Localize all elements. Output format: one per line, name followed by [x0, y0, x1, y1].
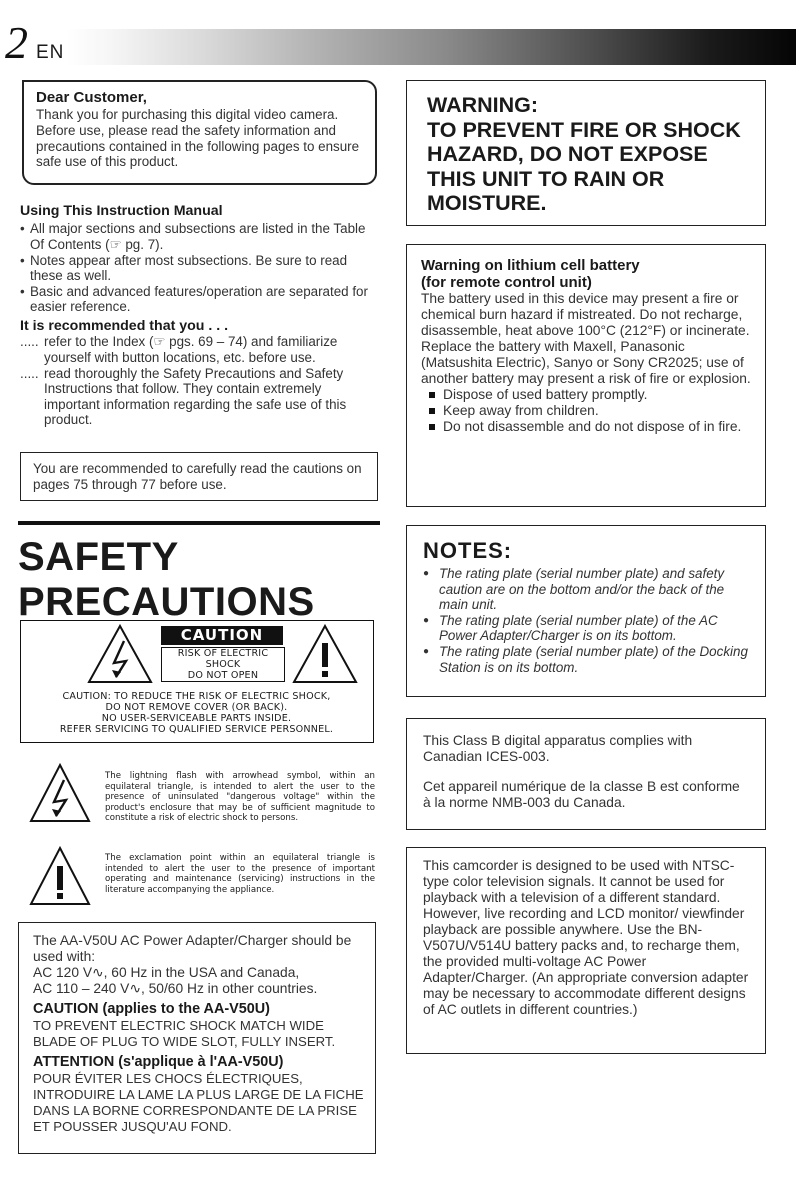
ntsc-body: This camcorder is designed to be used with NTSC-type color television signals. It cannot be used for playback with a television of a different standard. However, live recording and LCD monitor/ viewfinder playback are possible anywhere. Use the BN-V507U/V514U battery packs and, to recharge them, the provided multi-voltage AC Power Adapter/Charger. (An appropriate conversion adapter may be necessary to accommodate different designs of AC outlets in different countries.)	[423, 858, 749, 1017]
adapter-caution-body: TO PREVENT ELECTRIC SHOCK MATCH WIDE BLADE OF PLUG TO WIDE SLOT, FULLY INSERT.	[33, 1018, 336, 1049]
manual-section	[20, 203, 376, 428]
cautions-note-box	[20, 452, 378, 501]
notes-item: ● The rating plate (serial number plate) of the Docking Station is on its bottom.	[423, 644, 753, 675]
risk-of-shock-text: RISK OF ELECTRIC SHOCK DO NOT OPEN	[161, 647, 285, 682]
canada-fr: Cet appareil numérique de la classe B est conforme à la norme NMB-003 du Canada.	[423, 779, 740, 810]
recommend-item: ..... read thoroughly the Safety Precautions and Safety Instructions that follow. They contain extremely important information regarding the safe use of this product.	[20, 365, 347, 428]
exclamation-symbol-text: The exclamation point within an equilateral triangle is intended to alert the user to the presence of important operating and maintenance (servicing) instructions in the literature accompanying the appliance.	[105, 853, 375, 895]
lightning-triangle-icon	[86, 623, 154, 685]
battery-para-2: Replace the battery with Maxell, Panasonic (Matsushita Electric), Sanyo or Sony CR2025; use of another battery may present a risk of fire or explosion.	[421, 339, 751, 386]
safety-rule	[18, 521, 380, 525]
safety-title: SAFETY PRECAUTIONS	[18, 535, 315, 624]
cautions-note-text: You are recommended to carefully read the cautions on pages 75 through 77 before use.	[33, 461, 362, 492]
battery-warning-box	[406, 244, 766, 507]
adapter-line-2: AC 120 V∿, 60 Hz in the USA and Canada,	[33, 965, 300, 980]
adapter-line-1: The AA-V50U AC Power Adapter/Charger should be used with:	[33, 933, 352, 964]
lightning-triangle-icon	[28, 762, 92, 824]
language-code: EN	[36, 42, 65, 63]
manual-bullets	[20, 221, 376, 315]
battery-list	[421, 387, 753, 435]
caution-label	[20, 620, 374, 743]
notes-item: ● The rating plate (serial number plate) of the AC Power Adapter/Charger is on its bottom.	[423, 613, 753, 644]
lightning-symbol-text: The lightning flash with arrowhead symbol, within an equilateral triangle, is intended to alert the user to the presence of uninsulated "dangerous voltage" within the product's enclosure that may be of sufficient magnitude to constitute a risk of electric shock to persons.	[105, 771, 375, 823]
exclamation-triangle-icon	[291, 623, 359, 685]
header-gradient-bar	[66, 29, 796, 65]
warning-box	[406, 80, 766, 226]
notes-item: ● The rating plate (serial number plate) and safety caution are on the bottom and/or the back of the main unit.	[423, 566, 753, 613]
battery-title: Warning on lithium cell battery (for remote control unit)	[421, 257, 640, 291]
recommend-dots: .....	[20, 334, 39, 350]
page-number: 2	[5, 17, 28, 68]
warning-title: WARNING: TO PREVENT FIRE OR SHOCK HAZARD, DO NOT EXPOSE THIS UNIT TO RAIN OR MOISTURE.	[427, 93, 741, 215]
exclamation-triangle-icon	[28, 845, 92, 907]
ntsc-box	[406, 847, 766, 1054]
recommend-title: It is recommended that you . . .	[20, 317, 229, 334]
adapter-line-3: AC 110 – 240 V∿, 50/60 Hz in other countries.	[33, 981, 318, 996]
adapter-attention-title: ATTENTION (s'applique à l'AA-V50U)	[33, 1054, 284, 1070]
recommend-item: ..... refer to the Index (☞ pgs. 69 – 74) and familiarize yourself with button locations, etc. before use.	[20, 334, 338, 365]
notes-box	[406, 525, 766, 697]
dear-customer-box	[22, 80, 377, 185]
dear-customer-body: Thank you for purchasing this digital video camera. Before use, please read the safety information and precautions contained in the following pages to ensure safe use of this product.	[36, 107, 360, 170]
battery-list-item: Dispose of used battery promptly.	[421, 387, 753, 403]
caution-banner: CAUTION	[161, 626, 283, 645]
battery-list-item: Keep away from children.	[421, 403, 753, 419]
notes-title: NOTES:	[423, 538, 513, 563]
battery-list-item: Do not disassemble and do not dispose of in fire.	[421, 419, 753, 435]
manual-bullet: • Basic and advanced features/operation are separated for easier reference.	[20, 284, 376, 315]
adapter-attention-body: POUR ÉVITER LES CHOCS ÉLECTRIQUES, INTRODUIRE LA LAME LA PLUS LARGE DE LA FICHE DANS LA BORNE CORRESPONDANTE DE LA PRISE ET POUSSER JUSQU'AU FOND.	[33, 1071, 364, 1134]
adapter-caution-title: CAUTION (applies to the AA-V50U)	[33, 1001, 270, 1017]
adapter-box	[18, 922, 376, 1154]
canada-en: This Class B digital apparatus complies with Canadian ICES-003.	[423, 733, 693, 764]
manual-title: Using This Instruction Manual	[20, 203, 223, 219]
manual-bullet: • All major sections and subsections are listed in the Table Of Contents (☞ pg. 7).	[20, 221, 376, 252]
caution-label-text: CAUTION: TO REDUCE THE RISK OF ELECTRIC SHOCK, DO NOT REMOVE COVER (OR BACK). NO USER-SERVICEABLE PARTS INSIDE. REFER SERVICING TO QUALIFIED SERVICE PERSONNEL.	[59, 691, 334, 735]
canada-box	[406, 718, 766, 830]
dear-customer-title: Dear Customer,	[36, 89, 147, 106]
recommend-dots: .....	[20, 365, 39, 381]
manual-bullet: • Notes appear after most subsections. Be sure to read these as well.	[20, 253, 376, 284]
battery-para-1: The battery used in this device may present a fire or chemical burn hazard if mistreated. Do not recharge, disassemble, heat above 100°C (212°F) or incinerate.	[421, 291, 750, 338]
notes-list	[423, 566, 753, 675]
